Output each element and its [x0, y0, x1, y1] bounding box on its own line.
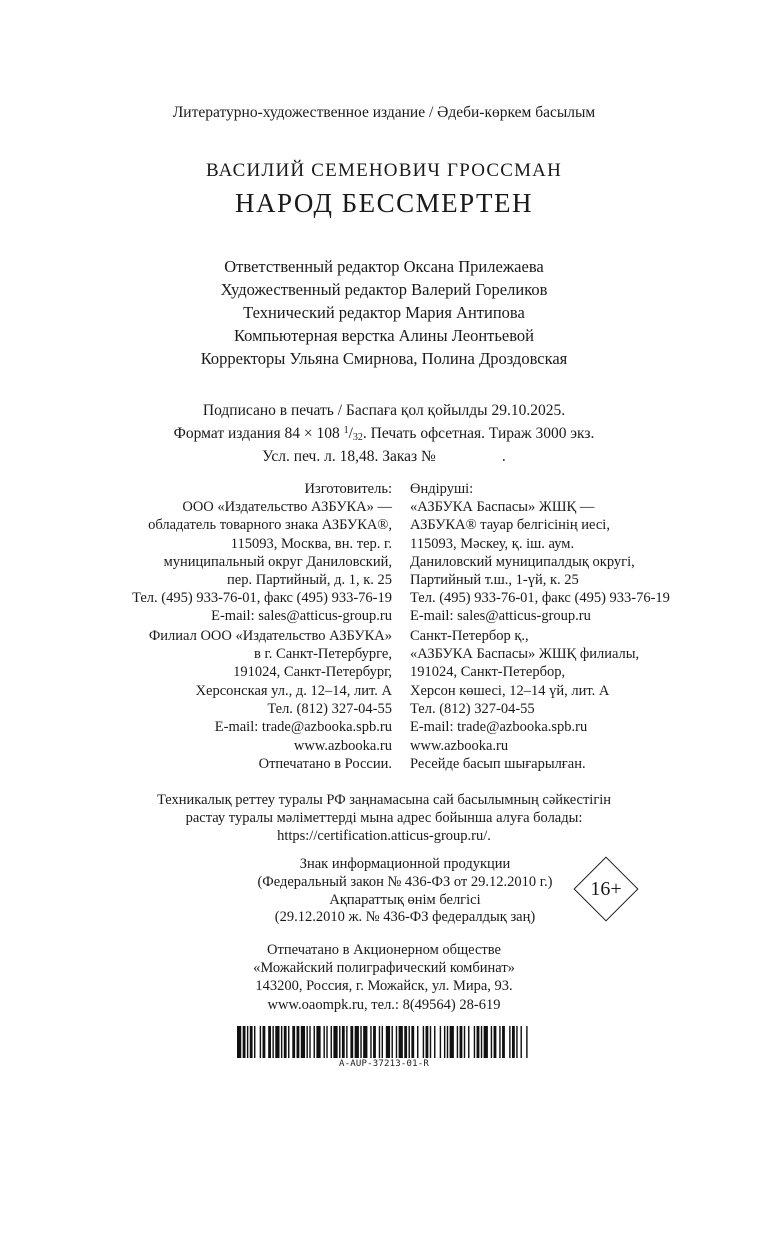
format-denominator: 32: [352, 431, 363, 443]
manufacturer-ru-line: муниципальный округ Даниловский,: [163, 553, 392, 570]
barcode-bar: [333, 1026, 337, 1058]
branch-kz-line: E-mail: trade@azbooka.spb.ru: [410, 719, 588, 736]
barcode-bar: [516, 1026, 517, 1058]
format-line: [0, 421, 768, 448]
age-rating-badge: [570, 853, 642, 925]
barcode-bar: [326, 1026, 327, 1058]
author-name: ВАСИЛИЙ СЕМЕНОВИЧ ГРОССМАН: [205, 160, 563, 181]
print-info: [0, 401, 768, 467]
barcode-bar: [484, 1026, 488, 1058]
barcode-bar: [314, 1026, 315, 1058]
printed-in-kz: Ресейде басып шығарылған.: [410, 756, 586, 773]
sheets-end: .: [501, 448, 506, 465]
barcode-bar: [316, 1026, 320, 1058]
certification-line: растау туралы мәліметтерді мына адрес бойынша алуға болады:: [185, 810, 583, 827]
barcode-bar: [526, 1026, 527, 1058]
branch-kz-line: Санкт-Петербор қ.,: [410, 628, 529, 644]
barcode-bar: [512, 1026, 515, 1058]
printed-in-ru: Отпечатано в России.: [258, 756, 392, 773]
barcode-bar: [355, 1026, 359, 1058]
barcode-bar: [396, 1026, 397, 1058]
branch-kz-line: «АЗБУКА Баспасы» ЖШҚ филиалы,: [410, 646, 640, 663]
branch-ru-line: 191024, Санкт-Петербург,: [233, 664, 392, 681]
manufacturer-kz-line: Партийный т.ш., 1-үй, к. 25: [410, 572, 579, 589]
age-rating: 16+: [590, 878, 622, 900]
barcode-bar: [306, 1026, 307, 1058]
barcode-bar: [404, 1026, 407, 1058]
staff-line: Ответственный редактор Оксана Прилежаева: [224, 257, 544, 276]
printer-line: www.oaompk.ru, тел.: 8(49564) 28-619: [267, 996, 501, 1013]
barcode-bar: [260, 1026, 261, 1058]
barcode-bar: [254, 1026, 255, 1058]
manufacturer-ru-line: Изготовитель:: [304, 481, 392, 497]
web-ru: [259, 737, 392, 773]
staff-line: Художественный редактор Валерий Гореликов: [220, 280, 548, 299]
website-kz: www.azbooka.ru: [410, 738, 509, 754]
info-product-sign: [200, 856, 610, 927]
barcode-bar: [521, 1026, 522, 1058]
staff-line: Компьютерная верстка Алины Леонтьевой: [233, 326, 534, 345]
manufacturer-ru-line: Тел. (495) 933-76-01, факс (495) 933-76-19: [132, 590, 392, 607]
branch-ru: [149, 627, 392, 736]
barcode-number: A-AUP-37213-01-R: [339, 1059, 429, 1069]
manufacturer-kz-line: Өндіруші:: [410, 481, 474, 497]
manufacturer-kz-line: E-mail: sales@atticus-group.ru: [410, 608, 591, 625]
barcode-bar: [379, 1026, 380, 1058]
book-title: НАРОД БЕССМЕРТЕН: [234, 188, 533, 218]
barcode-bar: [309, 1026, 310, 1058]
barcode-bar: [386, 1026, 390, 1058]
signed-line: Подписано в печать / Баспаға қол қойылды 29.10.2025.: [202, 402, 566, 419]
barcode-bar: [444, 1026, 445, 1058]
branch-kz: [410, 627, 639, 736]
certification-note: [0, 791, 768, 846]
barcode-bar: [447, 1026, 448, 1058]
info-sign-line: Знак информационной продукции: [299, 856, 511, 872]
barcode-bar: [370, 1026, 371, 1058]
barcode-bar: [288, 1026, 289, 1058]
barcode-bar: [434, 1026, 435, 1058]
manufacturer-kz-line: 115093, Мәскеу, қ. іш. аум.: [410, 535, 575, 552]
info-sign-line: (29.12.2010 ж. № 436-ФЗ федералдық заң): [274, 909, 536, 926]
manufacturer-ru-line: 115093, Москва, вн. тер. г.: [230, 535, 392, 552]
barcode-bar: [323, 1026, 324, 1058]
barcode-bar: [423, 1026, 424, 1058]
barcode-bar: [268, 1026, 271, 1058]
branch-ru-line: Тел. (812) 327-04-55: [267, 700, 392, 717]
barcode-bar: [477, 1026, 480, 1058]
branch-ru-line: Херсонская ул., д. 12–14, лит. А: [195, 682, 392, 699]
barcode-bar: [281, 1026, 282, 1058]
barcode-bar: [247, 1026, 248, 1058]
barcode-bar: [250, 1026, 253, 1058]
barcode-bar: [450, 1026, 454, 1058]
barcode-bar: [297, 1026, 300, 1058]
barcode-bar: [426, 1026, 429, 1058]
manufacturer-kz-line: Тел. (495) 933-76-01, факс (495) 933-76-19: [410, 590, 670, 607]
editorial-staff: [0, 255, 768, 370]
barcode-bar: [509, 1026, 510, 1058]
branch-kz-line: Тел. (812) 327-04-55: [410, 700, 535, 717]
staff-line: Технический редактор Мария Антипова: [243, 303, 525, 322]
format-numerator: 1: [343, 424, 349, 436]
barcode-bar: [373, 1026, 376, 1058]
branch-kz-line: 191024, Санкт-Петербор,: [410, 664, 566, 681]
barcode-bar: [502, 1026, 505, 1058]
barcode-bar: [301, 1026, 305, 1058]
manufacturer-ru-line: пер. Партийный, д. 1, к. 25: [227, 572, 392, 589]
barcode-bar: [275, 1026, 279, 1058]
barcode-bar: [494, 1026, 497, 1058]
format-prefix: Формат издания 84 × 108: [173, 424, 344, 442]
certification-url: https://certification.atticus-group.ru/.: [277, 828, 491, 845]
branch-ru-line: в г. Санкт-Петербурге,: [254, 646, 392, 663]
manufacturer-ru-line: ООО «Издательство АЗБУКА» —: [182, 499, 392, 516]
printer-line: Отпечатано в Акционерном обществе: [267, 942, 501, 958]
branch-ru-line: E-mail: trade@azbooka.spb.ru: [214, 719, 392, 736]
manufacturer-kz-line: АЗБУКА® тауар белгісінің иесі,: [410, 517, 610, 534]
manufacturer-ru-line: E-mail: sales@atticus-group.ru: [211, 608, 392, 625]
format-slash: /: [348, 424, 353, 442]
sheets-line: [0, 447, 768, 467]
barcode-bar: [363, 1026, 367, 1058]
barcode-bar: [237, 1026, 241, 1058]
barcode-bar: [292, 1026, 295, 1058]
certification-line: Техникалық реттеу туралы РФ заңнамасына сай басылымның сәйкестігін: [156, 792, 612, 808]
barcode-bar: [417, 1026, 418, 1058]
barcode-bar: [460, 1026, 463, 1058]
barcode-bar: [331, 1026, 332, 1058]
barcode-bar: [457, 1026, 458, 1058]
barcode-bar: [360, 1026, 361, 1058]
genre-line: Литературно-художественное издание / Әдеби-көркем басылым: [172, 104, 596, 121]
barcode-bar: [440, 1026, 441, 1058]
barcode-bar: [382, 1026, 383, 1058]
barcode-bar: [499, 1026, 500, 1058]
manufacturer-kz: [410, 480, 670, 626]
barcode-bar: [346, 1026, 347, 1058]
barcode-bar: [409, 1026, 410, 1058]
barcode-bar: [464, 1026, 465, 1058]
website-ru: www.azbooka.ru: [293, 738, 392, 754]
staff-line: Корректоры Ульяна Смирнова, Полина Дроздовская: [200, 349, 568, 368]
barcode-bar: [284, 1026, 287, 1058]
barcode-bar: [342, 1026, 345, 1058]
barcode-bar: [411, 1026, 414, 1058]
barcode-bar: [350, 1026, 353, 1058]
barcode-bar: [272, 1026, 273, 1058]
sheets-text: Усл. печ. л. 18,48. Заказ №: [262, 448, 436, 465]
info-sign-line: (Федеральный закон № 436-ФЗ от 29.12.2010 г.): [257, 873, 553, 890]
barcode-bar: [243, 1026, 246, 1058]
format-suffix: . Печать офсетная. Тираж 3000 экз.: [362, 424, 595, 442]
barcode-bar: [468, 1026, 469, 1058]
barcode-bar: [430, 1026, 431, 1058]
printer-line: 143200, Россия, г. Можайск, ул. Мира, 93.: [255, 978, 513, 995]
manufacturer-kz-line: Даниловский муниципалдық округі,: [410, 553, 635, 570]
barcode-bar: [481, 1026, 482, 1058]
manufacturer-ru: [132, 480, 392, 626]
branch-kz-line: Херсон көшесі, 12–14 үй, лит. А: [410, 682, 610, 699]
barcode-icon: [237, 1026, 529, 1058]
branch-ru-line: Филиал ООО «Издательство АЗБУКА»: [148, 628, 392, 644]
printer-line: «Можайский полиграфический комбинат»: [253, 960, 515, 977]
barcode-bar: [392, 1026, 393, 1058]
manufacturer-kz-line: «АЗБУКА Баспасы» ЖШҚ —: [410, 499, 595, 516]
barcode-bar: [263, 1026, 266, 1058]
barcode-bar: [399, 1026, 403, 1058]
info-sign-line: Ақпараттық өнім белгісі: [329, 891, 481, 908]
barcode-bar: [491, 1026, 492, 1058]
web-kz: [410, 737, 586, 773]
printer-info: [0, 941, 768, 1014]
barcode-bar: [474, 1026, 475, 1058]
manufacturer-ru-line: обладатель товарного знака АЗБУКА®,: [148, 517, 392, 534]
barcode-bar: [339, 1026, 340, 1058]
